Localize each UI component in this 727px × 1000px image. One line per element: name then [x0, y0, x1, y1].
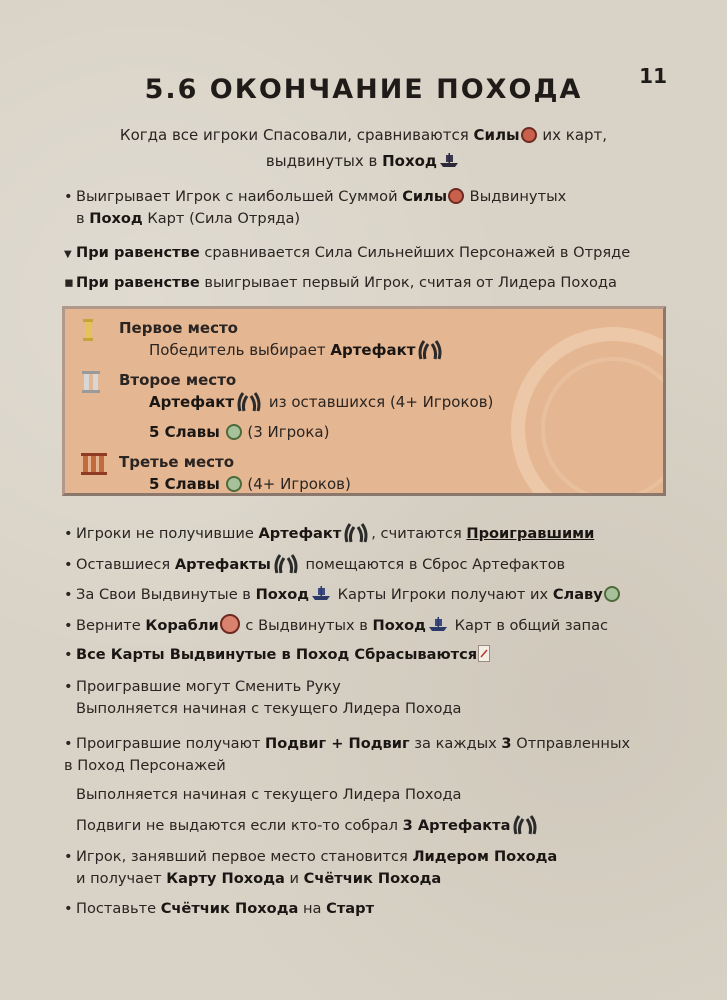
step-feats-note-1: [64, 784, 674, 806]
text-bold: Артефакт: [149, 393, 235, 411]
bullet: •: [64, 617, 73, 634]
text: в: [76, 210, 90, 227]
roman-two-icon: [81, 371, 101, 393]
first-place-title: Первое место: [119, 319, 238, 337]
text: Подвиги не выдаются если кто-то собрал: [76, 817, 403, 834]
text-bold: 5 Славы: [149, 475, 220, 493]
text: Карт в общий запас: [449, 617, 609, 634]
text: Карты Игроки получают их: [333, 586, 553, 603]
second-place-title: Второе место: [119, 371, 237, 389]
arrow-icon: ▼: [64, 249, 72, 260]
ship-icon: [310, 586, 332, 601]
text: с Выдвинутых в: [240, 617, 373, 634]
text: Отправленных: [511, 735, 631, 752]
intro-text: Когда все игроки Спасовали, сравниваются: [119, 126, 474, 144]
bullet: •: [64, 525, 73, 542]
laurel-decoration-icon: [463, 319, 666, 496]
text: Поставьте: [76, 900, 161, 917]
text-bold: Поход: [255, 586, 310, 603]
text: , считаются: [371, 525, 467, 542]
text: сравнивается Сила Сильнейших Персонажей в Отряде: [199, 244, 631, 261]
text-bold: Лидером Похода: [412, 848, 558, 865]
losers-term: Проигравшими: [466, 525, 595, 542]
bullet: •: [64, 678, 73, 695]
rule-tie-1: [64, 242, 674, 266]
power-icon: [521, 127, 537, 143]
rule-tie-2: [64, 272, 674, 294]
text: Игроки не получившие: [76, 525, 259, 542]
text: (4+ Игроков): [242, 475, 351, 493]
glory-icon: [226, 424, 242, 440]
text: Проигравшие получают: [76, 735, 266, 752]
text-bold: Старт: [326, 900, 375, 917]
step-glory: [64, 584, 674, 606]
text: в Поход Персонажей: [64, 757, 226, 774]
text: Карт (Сила Отряда): [142, 210, 301, 227]
text: помещаются в Сброс Артефактов: [300, 556, 566, 573]
third-place-title: Третье место: [119, 453, 235, 471]
text-bold: Артефакт: [258, 525, 342, 542]
artifact-laurel-icon: [235, 391, 263, 413]
intro: [60, 122, 667, 174]
bullet: •: [64, 188, 73, 205]
second-place-artifact: [149, 391, 493, 413]
step-losers: [64, 522, 674, 545]
rule-winner: [64, 186, 674, 230]
step-discard-cards: [64, 644, 674, 666]
text-bold: Счётчик Похода: [160, 900, 299, 917]
text: Выдвинутых: [465, 188, 567, 205]
text-bold: Славу: [552, 586, 603, 603]
discard-card-icon: [478, 645, 490, 662]
ship-icon: [427, 617, 449, 632]
step-feats: [64, 733, 674, 777]
text: Оставшиеся: [76, 556, 175, 573]
text-bold: При равенстве: [76, 274, 200, 291]
bullet: •: [64, 848, 73, 865]
intro-text: выдвинутых в: [265, 152, 383, 170]
square-bullet-icon: ▪: [64, 274, 74, 291]
artifact-laurel-icon: [416, 339, 444, 361]
artifact-laurel-icon: [342, 522, 370, 544]
text: Верните: [76, 617, 146, 634]
ship-token-icon: [220, 614, 240, 634]
bullet: •: [64, 900, 73, 917]
text: на: [298, 900, 327, 917]
bullet: •: [64, 556, 73, 573]
step-return-ships: [64, 614, 674, 637]
text: Проигравшие могут Сменить Руку: [76, 678, 341, 695]
text: (3 Игрока): [242, 423, 330, 441]
roman-three-icon: [81, 453, 107, 475]
text-bold: Подвиг + Подвиг: [265, 735, 410, 752]
text: и получает: [76, 870, 167, 887]
text-bold: Силы: [402, 188, 448, 205]
bullet: •: [64, 586, 73, 603]
text-bold: Корабли: [145, 617, 219, 634]
text-bold: При равенстве: [76, 244, 200, 261]
step-artifacts-discard: [64, 553, 674, 576]
step-change-hand: [64, 676, 674, 720]
step-reset-counter: [64, 898, 674, 920]
step-feats-note-2: [64, 814, 674, 837]
text: Выигрывает Игрок с наибольшей Суммой: [76, 188, 403, 205]
text-bold: 3 Артефакта: [402, 817, 511, 834]
text-bold: Счётчик Похода: [303, 870, 442, 887]
glory-icon: [226, 476, 242, 492]
page-title: 5.6 ОКОНЧАНИЕ ПОХОДА: [144, 74, 583, 105]
text: за каждых: [409, 735, 502, 752]
text: Выполняется начиная с текущего Лидера Похода: [76, 786, 462, 803]
artifact-laurel-icon: [511, 814, 539, 836]
intro-power: Силы: [473, 126, 520, 144]
text: За Свои Выдвинутые в: [76, 586, 256, 603]
bullet: •: [64, 735, 73, 752]
intro-raid: Поход: [382, 152, 438, 170]
roman-one-icon: [81, 319, 95, 341]
text-bold: 5 Славы: [149, 423, 220, 441]
second-place-glory: [149, 421, 329, 443]
text: выигрывает первый Игрок, считая от Лидера Похода: [199, 274, 617, 291]
text: и: [284, 870, 304, 887]
text-bold: Карту Похода: [166, 870, 285, 887]
glory-icon: [604, 586, 620, 602]
text-bold: Поход: [372, 617, 426, 634]
bullet: •: [64, 646, 73, 663]
text-bold: Все Карты Выдвинутые в Поход Сбрасываются: [76, 646, 478, 663]
first-place-reward: [149, 339, 445, 361]
text: Игрок, занявший первое место становится: [76, 848, 413, 865]
text: Выполняется начиная с текущего Лидера Похода: [76, 700, 462, 717]
step-new-leader: [64, 846, 674, 890]
text-bold: 3: [501, 735, 512, 752]
page-number: 11: [639, 64, 667, 88]
text: Победитель выбирает: [149, 341, 331, 359]
intro-text: их карт,: [537, 126, 608, 144]
text-bold: Артефакты: [174, 556, 271, 573]
places-box: [62, 306, 666, 496]
ship-icon: [438, 153, 460, 168]
artifact-laurel-icon: [272, 553, 300, 575]
text-bold: Поход: [89, 210, 143, 227]
power-icon: [448, 188, 464, 204]
text: из оставшихся (4+ Игроков): [264, 393, 494, 411]
third-place-glory: [149, 473, 351, 495]
text-bold: Артефакт: [330, 341, 416, 359]
